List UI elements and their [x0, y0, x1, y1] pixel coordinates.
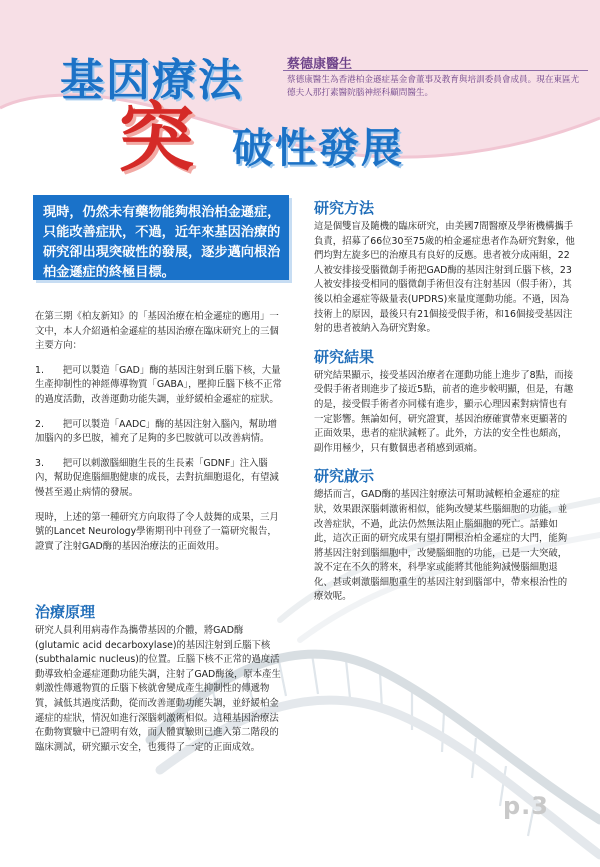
article-title-emphasis: 突	[118, 93, 194, 182]
section-heading-implications: 研究啟示	[314, 467, 375, 486]
summary-highlight-box	[33, 195, 289, 280]
author-name: 蔡德康醫生	[287, 57, 353, 72]
section-heading-method: 研究方法	[314, 199, 375, 217]
principle-body: 研究人員利用病毒作為攜帶基因的介體，將GAD酶(glutamic acid decarboxylase)的基因注射到丘腦下核(subthalamic nucleus)的位置。丘腦下核不正常的過度活動導致柏金遜症運動功能失調，注射了GAD酶後，原本產生刺激性傳遞物質的丘腦下核就會變成產生抑制性的傳遞物質，減低其過度活動，從而改善運動功能失調，並紓緩柏金遜症的症狀，情況如進行深腦刺激術相似。這種基因治療法在動物實驗中已證明有效，而人體實驗則已進入第二階段的臨床測試，研究顯示安全，也獲得了一定的正面成效。	[35, 625, 281, 753]
section-heading-results: 研究結果	[314, 347, 375, 366]
intro-paragraph: 在第三期《柏友新知》的「基因治療在柏金遜症的應用」一文中，本人介紹過柏金遜症的基因治療在臨床研究上的三個主要方向：	[35, 311, 279, 352]
method-body: 這是個雙盲及隨機的臨床研究，由美國7間醫療及學術機構攜手負責，招募了66位30至75歲的柏金遜症患者作為研究對象，他們均對左旋多巴的治療具有良好的反應。患者被分成兩組，22人被安排接受腦微創手術把GAD酶的基因注射到丘腦下核，23人被安排接受相同的腦微創手術但沒有注射基因（假手術），其後以柏金遜症等級量表(UPDRS)來量度運動功能。不過，因為技術上的原因，最後只有21個接受假手術，和16個接受基因注射的患者被納入為研究對象。	[314, 221, 575, 335]
author-divider	[283, 70, 588, 71]
article-title-part2: 破性發展	[232, 124, 404, 172]
left-column	[35, 310, 285, 564]
article-title-part1: 基因療法	[60, 55, 244, 106]
principle-section	[35, 602, 285, 765]
right-column	[314, 198, 576, 615]
section-heading-principle: 治療原理	[35, 603, 96, 621]
page-number: p.3	[503, 792, 549, 820]
list-item: 2. 把可以製造「AADC」酶的基因注射入腦內，幫助增加腦內的多巴胺，補充了足夠的多巴胺就可以改善病情。	[35, 418, 278, 445]
summary-text: 現時，仍然未有藥物能夠根治柏金遜症，只能改善症狀，不過，近年來基因治療的研究卻出現突破性的發展，逐步邁向根治柏金遜症的終極目標。	[43, 205, 281, 280]
results-body: 研究結果顯示，接受基因治療者在運動功能上進步了8點，而接受假手術者則進步了接近5點，前者的進步較明顯，但是，有趣的是，接受假手術者亦同樣有進步，顯示心理因素對病情也有一定影響。無論如何，研究證實，基因治療確實帶來更顯著的正面效果，患者的症狀減輕了。此外，方法的安全性也頗高，副作用極少，只有數個患者稍感到頭痛。	[314, 369, 574, 454]
list-item: 1. 把可以製造「GAD」酶的基因注射到丘腦下核，大量生產抑制性的神經傳導物質「GABA」，壓抑丘腦下核不正常的過度活動，改善運動功能失調，並紓緩柏金遜症的症狀。	[35, 364, 282, 405]
list-item: 3. 把可以刺激腦細胞生長的生長素「GDNF」注入腦內，幫助促進腦細胞健康的成長，去對抗細胞退化，有望減慢甚至遏止病情的發展。	[35, 457, 279, 498]
author-bio: 蔡德康醫生為香港柏金遜症基金會董事及教育與培訓委員會成員。現在東區尤德夫人那打素醫院腦神經科顧問醫生。	[287, 75, 580, 98]
implications-body: 總括而言，GAD酶的基因注射療法可幫助減輕柏金遜症的症狀，效果跟深腦刺激術相似，能夠改變某些腦細胞的功能，並改善症狀，不過，此法仍然無法阻止腦細胞的死亡。話雖如此，這次正面的研究成果有望打開根治柏金遜症的大門，能夠將基因注射到腦細胞中，改變腦細胞的功能，已是一大突破，說不定在不久的將來，科學家或能將其他能夠減慢腦細胞退化、甚或刺激腦細胞重生的基因注射到腦部中，帶來根治性的療效呢。	[314, 489, 568, 603]
news-paragraph: 現時，上述的第一種研究方向取得了令人鼓舞的成果，三月號的Lancet Neurology學術期刊中刊登了一篇研究報告，證實了注射GAD酶的基因治療法的正面效用。	[35, 511, 279, 552]
